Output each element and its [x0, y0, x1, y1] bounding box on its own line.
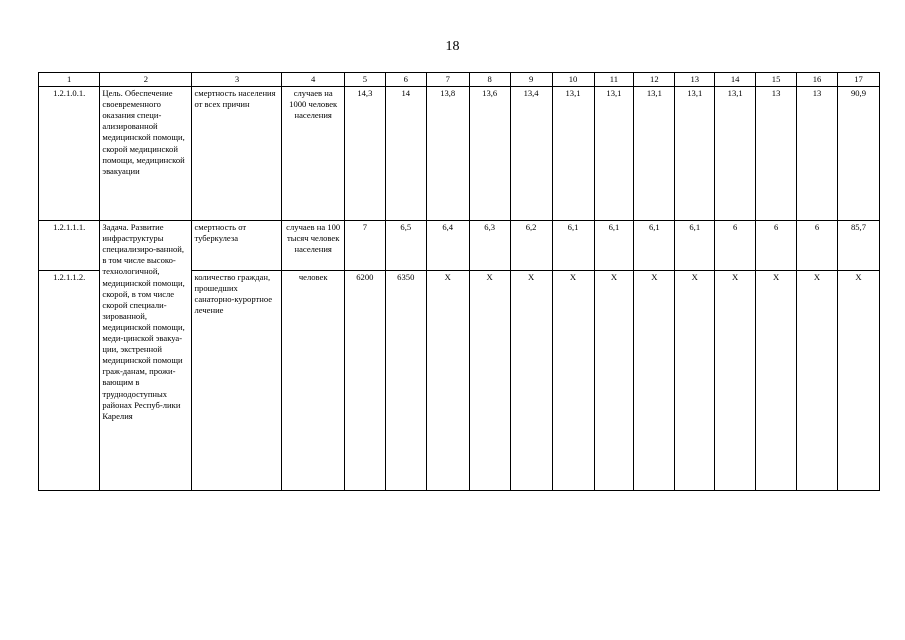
value-cell: 14: [385, 87, 426, 221]
column-header: 11: [594, 73, 634, 87]
value-cell: 13: [756, 87, 797, 221]
row-unit: случаев на 1000 человек населения: [282, 87, 344, 221]
value-cell: Х: [510, 271, 552, 491]
column-header: 8: [469, 73, 510, 87]
value-cell: 6,2: [510, 221, 552, 271]
value-cell: 6,4: [426, 221, 469, 271]
value-cell: Х: [756, 271, 797, 491]
row-indicator: смертность от туберкулеза: [192, 221, 282, 271]
value-cell: 14,3: [344, 87, 385, 221]
row-unit: случаев на 100 тысяч человек населения: [282, 221, 344, 271]
value-cell: 6200: [344, 271, 385, 491]
row-indicator: количество граждан, прошедших санаторно-курортное лечение: [192, 271, 282, 491]
value-cell: 13,1: [715, 87, 756, 221]
value-cell: 13,1: [634, 87, 675, 221]
row-code: 1.2.1.0.1.: [39, 87, 100, 221]
value-cell: 7: [344, 221, 385, 271]
row-name: Цель. Обеспечение своевременного оказания специ-ализированной медицинской помощи, скорой медицинской помощи, медицинской эвакуации: [100, 87, 192, 221]
value-cell: 6350: [385, 271, 426, 491]
value-cell: 13,8: [426, 87, 469, 221]
value-cell: Х: [797, 271, 838, 491]
column-header: 10: [552, 73, 594, 87]
indicator-table: [38, 72, 880, 491]
value-cell: 13,4: [510, 87, 552, 221]
column-header: 1: [39, 73, 100, 87]
column-header: 17: [837, 73, 879, 87]
value-cell: 90,9: [837, 87, 879, 221]
value-cell: 13,1: [594, 87, 634, 221]
value-cell: 6,1: [675, 221, 715, 271]
column-header: 3: [192, 73, 282, 87]
value-cell: Х: [469, 271, 510, 491]
row-name: Задача. Развитие инфраструктуры специализиро-ванной, в том числе высоко-технологичной, медицинской помощи, скорой, в том числе скорой специали-зированной, медицинской помощи, меди-цинской эвакуа-ции, экстренной медицинской помощи граж-данам, прожи-вающим в труднодоступных районах Респуб-лики Карелия: [100, 221, 192, 491]
column-header: 16: [797, 73, 838, 87]
row-unit: человек: [282, 271, 344, 491]
value-cell: 6,1: [594, 221, 634, 271]
row-indicator: смертность населения от всех причин: [192, 87, 282, 221]
value-cell: 6,1: [552, 221, 594, 271]
value-cell: 13: [797, 87, 838, 221]
column-header: 2: [100, 73, 192, 87]
column-header: 15: [756, 73, 797, 87]
value-cell: Х: [552, 271, 594, 491]
column-header: 7: [426, 73, 469, 87]
value-cell: Х: [426, 271, 469, 491]
column-header: 14: [715, 73, 756, 87]
value-cell: 13,6: [469, 87, 510, 221]
value-cell: 6: [797, 221, 838, 271]
column-header: 9: [510, 73, 552, 87]
value-cell: 13,1: [552, 87, 594, 221]
column-header: 4: [282, 73, 344, 87]
value-cell: Х: [634, 271, 675, 491]
column-header: 13: [675, 73, 715, 87]
value-cell: 6,1: [634, 221, 675, 271]
column-header: 5: [344, 73, 385, 87]
column-header: 12: [634, 73, 675, 87]
value-cell: Х: [837, 271, 879, 491]
column-header: 6: [385, 73, 426, 87]
value-cell: 6: [756, 221, 797, 271]
table-row: [39, 87, 880, 221]
row-code: 1.2.1.1.2.: [39, 271, 100, 491]
value-cell: 13,1: [675, 87, 715, 221]
value-cell: 85,7: [837, 221, 879, 271]
column-number-row: [39, 73, 880, 87]
row-code: 1.2.1.1.1.: [39, 221, 100, 271]
value-cell: 6,5: [385, 221, 426, 271]
value-cell: 6,3: [469, 221, 510, 271]
table-row: [39, 221, 880, 271]
value-cell: Х: [675, 271, 715, 491]
value-cell: Х: [715, 271, 756, 491]
page-number: 18: [445, 39, 460, 54]
value-cell: Х: [594, 271, 634, 491]
value-cell: 6: [715, 221, 756, 271]
